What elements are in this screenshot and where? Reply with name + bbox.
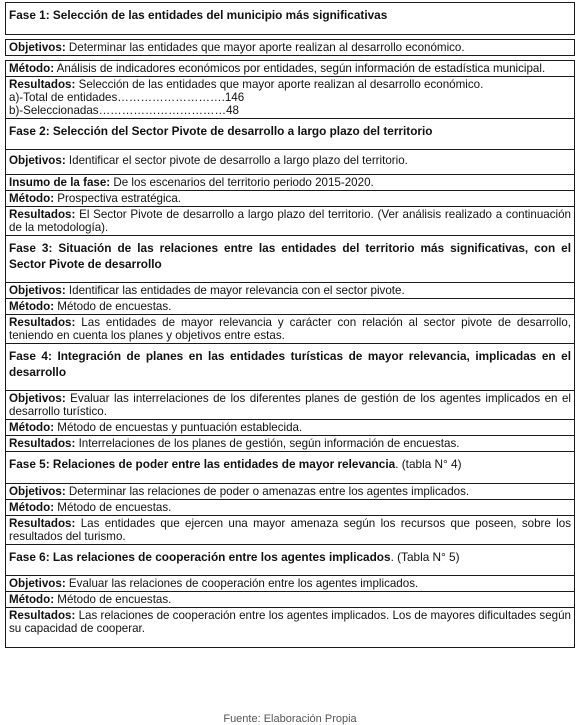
phase-title-suffix: . (tabla N° 4) (395, 457, 462, 471)
result-line-total: a)-Total de entidades……………………….146 (9, 90, 245, 104)
row-text: Las entidades que ejercen una mayor amenaza según los recursos que poseen, sobre los resultados del turismo. (9, 516, 571, 543)
row-label: Objetivos: (9, 284, 66, 297)
phase-6-objetivos (5, 575, 575, 592)
row-label: Objetivos: (9, 40, 66, 54)
row-label: Resultados: (9, 437, 76, 450)
row-text: El Sector Pivote de desarrollo a largo plazo del territorio. (Ver análisis realizado a continuación de la metodología). (9, 208, 571, 234)
row-label: Método: (9, 300, 55, 313)
phase-title: Fase 3: Situación de las relaciones entre las entidades del territorio más significativas, con el Sector Pivote de desarrollo (9, 241, 571, 271)
row-label: Objetivos: (9, 154, 66, 167)
row-text: Prospectiva estratégica. (54, 192, 182, 205)
row-label: Método: (9, 421, 55, 434)
row-text: Identificar el sector pivote de desarrollo a largo plazo del territorio. (65, 154, 408, 167)
phase-4-metodo (5, 419, 575, 436)
phase-title: Fase 2: Selección del Sector Pivote de desarrollo a largo plazo del territorio (9, 123, 433, 138)
phase-3-header (5, 235, 575, 283)
row-text: Evaluar las interrelaciones de los diferentes planes de gestión de los agentes implicados en el desarrollo turístico. (9, 392, 571, 418)
row-text: Método de encuestas. (54, 500, 172, 514)
phase-4-objetivos (5, 390, 575, 420)
row-label: Objetivos: (9, 484, 66, 498)
phase-3-resultados (5, 314, 575, 344)
row-label: Objetivos: (9, 392, 66, 405)
row-label: Resultados: (9, 609, 76, 622)
result-line-selected: b)-Seleccionadas……………………………48 (9, 103, 240, 117)
row-label: Objetivos: (9, 577, 66, 590)
row-label: Método: (9, 500, 55, 514)
phase-1-objetivos (5, 39, 575, 56)
row-text: Selección de las entidades que mayor aporte realizan al desarrollo económico. (75, 77, 484, 91)
phase-2-header (5, 118, 575, 151)
row-text: Método de encuestas. (54, 300, 172, 313)
row-label: Insumo de la fase: (9, 176, 111, 189)
phase-title-suffix: . (Tabla N° 5) (390, 549, 460, 564)
source-caption: Fuente: Elaboración Propia (223, 713, 357, 725)
row-text: Identificar las entidades de mayor relevancia con el sector pivote. (65, 284, 405, 297)
row-text: Evaluar las relaciones de cooperación entre los agentes implicados. (65, 577, 419, 590)
row-text: Determinar las relaciones de poder o amenazas entre los agentes implicados. (65, 484, 470, 498)
row-text: De los escenarios del territorio periodo 2015-2020. (110, 176, 374, 189)
row-text: Análisis de indicadores económicos por entidades, según información de estadística municipal. (54, 61, 546, 75)
phase-5-resultados (5, 515, 575, 545)
row-label: Método: (9, 192, 55, 205)
phase-2-metodo (5, 190, 575, 207)
row-text: Método de encuestas y puntuación establecida. (54, 421, 303, 434)
row-label: Resultados: (9, 316, 76, 329)
row-text: Las relaciones de cooperación entre los agentes implicados. Los de mayores dificultades según su capacidad de cooperar. (9, 609, 571, 635)
row-text: Determinar las entidades que mayor aporte realizan al desarrollo económico. (65, 40, 465, 54)
phase-title: Fase 5: Relaciones de poder entre las entidades de mayor relevancia (9, 457, 396, 471)
phase-1-header (5, 2, 575, 35)
row-label: Método: (9, 593, 55, 606)
phase-3-objetivos (5, 282, 575, 299)
row-label: Resultados: (9, 77, 76, 91)
phase-6-header (5, 544, 575, 577)
phase-5-metodo (5, 499, 575, 516)
phase-title: Fase 6: Las relaciones de cooperación entre los agentes implicados (9, 549, 391, 564)
phase-5-header (5, 451, 575, 484)
phase-6-resultados (5, 607, 575, 648)
row-text: Interrelaciones de los planes de gestión, según información de encuestas. (75, 437, 460, 450)
phase-3-metodo (5, 298, 575, 315)
row-text: Método de encuestas. (54, 593, 172, 606)
phase-5-objetivos (5, 483, 575, 500)
phase-1-resultados (5, 76, 575, 119)
row-label: Resultados: (9, 208, 76, 221)
phase-2-resultados (5, 206, 575, 236)
row-label: Método: (9, 61, 55, 75)
row-text: Las entidades de mayor relevancia y carácter con relación al sector pivote de desarrollo, teniendo en cuenta los planes y objetivos entre estas. (9, 316, 571, 342)
phase-2-insumo (5, 174, 575, 191)
phase-6-metodo (5, 591, 575, 608)
phase-4-header (5, 343, 575, 391)
phase-4-resultados (5, 435, 575, 452)
phase-title: Fase 4: Integración de planes en las entidades turísticas de mayor relevancia, implicadas en el desarrollo (9, 349, 571, 379)
phase-1-metodo (5, 60, 575, 77)
row-label: Resultados: (9, 516, 76, 530)
phase-2-objetivos (5, 149, 575, 175)
methodology-table (5, 3, 575, 648)
phase-title: Fase 1: Selección de las entidades del municipio más significativas (9, 8, 388, 22)
